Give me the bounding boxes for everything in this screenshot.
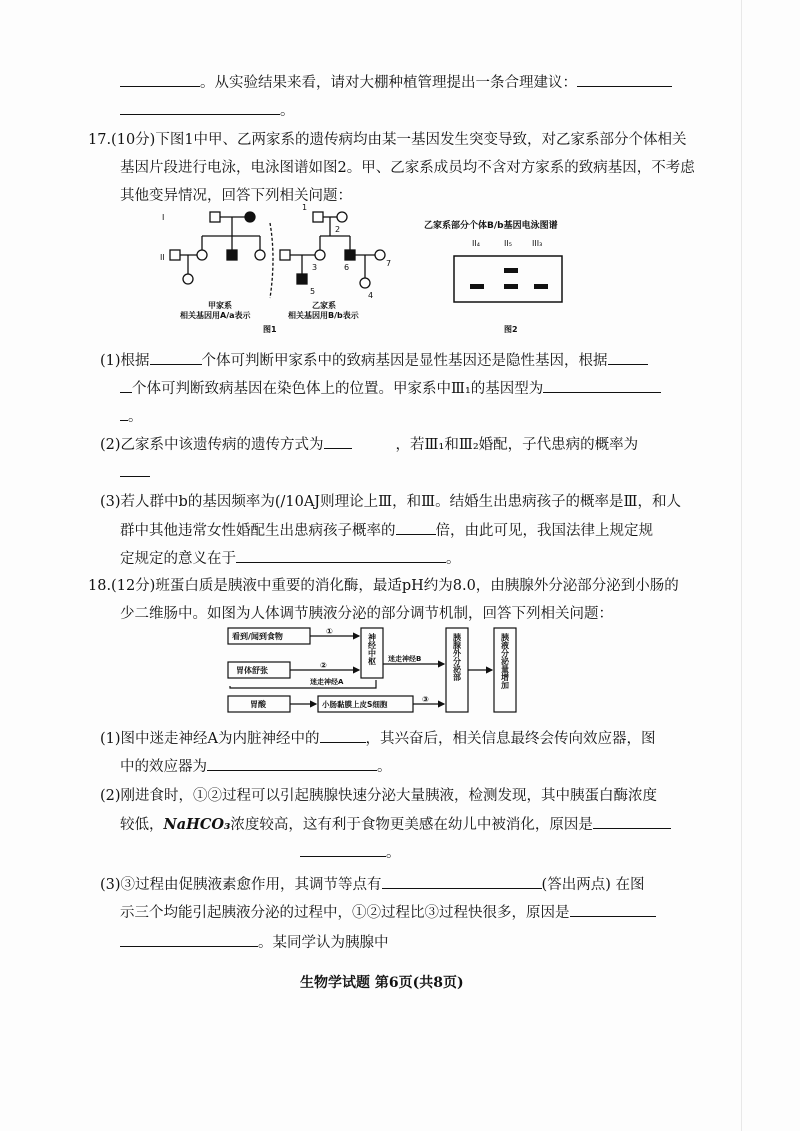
q17-head1: 17.(10分)下图1中甲、乙两家系的遗传病均由某一基因发生突变导致，对乙家系部分个体相关 [88, 132, 687, 148]
diagram-text: 迷走神经A [310, 678, 344, 686]
q18-p1-text: 。 [377, 759, 392, 775]
answer-blank[interactable] [120, 406, 128, 421]
q17-p3-text: 倍，由此可见，我国法律上规定规 [435, 523, 653, 539]
gen-label-1: I [162, 213, 165, 222]
figure2-caption: 图2 [504, 325, 518, 334]
top-line-2 [120, 100, 295, 121]
q17-p3-line3 [120, 548, 461, 569]
pedigree-num: 7 [386, 259, 392, 268]
pedigree-num: 6 [344, 263, 350, 272]
pedigree-male [210, 212, 220, 222]
q18-p2-text: 。 [386, 845, 401, 861]
answer-blank[interactable] [207, 756, 377, 771]
answer-blank[interactable] [236, 548, 446, 563]
lane-label: II₄ [472, 239, 480, 248]
q18-p2-line2 [120, 814, 671, 835]
q17-p1-text: 个体可判断甲家系中的致病基因是显性基因还是隐性基因，根据 [201, 353, 608, 369]
pedigree-num: 2 [335, 225, 341, 234]
pedigree-affected-female [245, 212, 255, 222]
answer-blank[interactable] [577, 72, 672, 87]
answer-blank[interactable] [570, 902, 656, 917]
pedigree-affected-male [345, 250, 355, 260]
top-line-end: 。 [280, 103, 295, 119]
diagram-text: 迷走神经B [388, 655, 422, 663]
jia-gene-label: 相关基因用A/a表示 [180, 311, 251, 320]
q17-p1-line2 [120, 378, 661, 399]
q18-p3-text: 示三个均能引起胰液分泌的过程中，①②过程比③过程快很多，原因是 [120, 905, 570, 921]
answer-blank[interactable] [120, 932, 258, 947]
q18-p3-line3 [120, 932, 389, 953]
pedigree-male [313, 212, 323, 222]
q17-p3-text: 群中其他违常女性婚配生出患病孩子概率的 [120, 523, 396, 539]
pedigree-female [375, 250, 385, 260]
answer-blank[interactable] [150, 350, 202, 365]
q18-p3-text: (3)③过程由促胰液素愈作用，其调节等点有 [100, 877, 382, 893]
diagram-text: 看到/闻到食物 [232, 632, 283, 641]
diagram-text: 胃体舒张 [236, 666, 268, 675]
q18-p3-line2 [120, 902, 656, 923]
answer-blank[interactable] [593, 814, 671, 829]
q18-p1-text: ，其兴奋后，相关信息最终会传向效应器，图 [365, 731, 656, 747]
q17-p3-text: 定规定的意义在于 [120, 551, 236, 567]
q17-p3-line2 [120, 520, 653, 541]
q17-p2-text: ，若Ⅲ₁和Ⅲ₂婚配，子代患病的概率为 [395, 437, 639, 453]
q17-p2-text: (2)乙家系中该遗传病的遗传方式为 [100, 437, 324, 453]
yi-family-label: 乙家系 [312, 301, 336, 310]
q18-p2-line1: (2)刚进食时，①②过程可以引起胰腺快速分泌大量胰液，检测发现，其中胰蛋白酶浓度 [100, 788, 658, 804]
q17-p2-line2 [120, 462, 150, 483]
pedigree-num: 4 [368, 291, 374, 300]
q17-head2: 基因片段进行电泳，电泳图谱如图2。甲、乙家系成员均不含对方家系的致病基因，不考虑 [120, 160, 695, 176]
pedigree-female [315, 250, 325, 260]
answer-blank[interactable] [120, 378, 132, 393]
q17-head3: 其他变异情况，回答下列相关问题： [120, 188, 352, 204]
q18-head1: 18.(12分)班蛋白质是胰液中重要的消化酶，最适pH约为8.0，由胰腺外分泌部分泌到小肠的 [88, 578, 679, 594]
q18-p3-line1 [100, 874, 644, 895]
answer-blank[interactable] [320, 728, 366, 743]
q17-p1-text: (1)根据 [100, 353, 150, 369]
answer-blank[interactable] [120, 72, 200, 87]
jia-family-label: 甲家系 [208, 301, 232, 310]
page-edge [741, 0, 742, 1131]
diagram-text: ③ [422, 695, 429, 704]
diagram-text: ① [326, 627, 333, 636]
diagram-text: ② [320, 661, 327, 670]
answer-blank[interactable] [608, 350, 648, 365]
figure1-caption: 图1 [263, 325, 277, 334]
figure1-pedigree [160, 203, 400, 342]
gel-band [504, 268, 518, 273]
gel-band [534, 284, 548, 289]
lane-label: III₃ [532, 239, 543, 248]
q18-head2: 少二维肠中。如图为人体调节胰液分泌的部分调节机制，回答下列相关问题： [120, 606, 613, 622]
pedigree-affected-male [227, 250, 237, 260]
q17-p1-text: 。 [128, 409, 143, 425]
pedigree-male [280, 250, 290, 260]
gel-frame [454, 256, 562, 302]
diagram-vertical-text: 神经中枢 [367, 633, 377, 665]
lane-label: II₅ [504, 239, 512, 248]
q18-p2-text: 浓度较高，这有利于食物更美感在幼儿中被消化，原因是 [230, 817, 593, 833]
answer-blank[interactable] [543, 378, 661, 393]
chemical-formula: NaHCO₃ [163, 816, 231, 833]
answer-blank[interactable] [120, 462, 150, 477]
figure2-electrophoresis [420, 214, 580, 342]
answer-blank[interactable] [382, 874, 542, 889]
q18-p3-text: (答出两点) 在图 [541, 877, 645, 893]
page-footer: 生物学试题 第6页(共8页) [300, 975, 464, 991]
q17-p3-line1: (3)若人群中b的基因频率为(/10AJ则理论上Ⅲ，和Ⅲ。结婚生出患病孩子的概率是Ⅲ，和人 [100, 494, 682, 510]
pedigree-male [170, 250, 180, 260]
pedigree-num: 5 [310, 287, 316, 296]
q17-p3-text: 。 [446, 551, 461, 567]
pedigree-female [360, 278, 370, 288]
answer-blank[interactable] [300, 842, 386, 857]
q17-p2-line1 [100, 434, 638, 455]
top-line [120, 72, 672, 93]
gel-band [470, 284, 484, 289]
q17-p1-line1 [100, 350, 648, 371]
pedigree-female [183, 274, 193, 284]
yi-gene-label: 相关基因用B/b表示 [288, 311, 359, 320]
pedigree-female [197, 250, 207, 260]
q18-p2-text: 较低， [120, 817, 164, 833]
q17-p1-line3 [120, 406, 143, 427]
pedigree-female [255, 250, 265, 260]
gel-band [504, 284, 518, 289]
q18-p1-text: (1)图中迷走神经A为内脏神经中的 [100, 731, 320, 747]
pedigree-female [337, 212, 347, 222]
pedigree-num: 3 [312, 263, 318, 272]
diagram-text: 小肠黏膜上皮S细胞 [322, 700, 388, 709]
q17-p1-text: 个体可判断致病基因在染色体上的位置。甲家系中Ⅲ₁的基因型为 [132, 381, 544, 397]
answer-blank[interactable] [324, 434, 352, 449]
diagram-text: 胃酸 [250, 700, 266, 709]
q18-p1-line2 [120, 756, 392, 777]
diagram-vertical-text: 胰腺外分泌部 [452, 633, 462, 681]
pancreas-regulation-diagram [226, 624, 556, 728]
pedigree-num: 1 [302, 203, 308, 212]
answer-blank[interactable] [396, 520, 436, 535]
diagram-vertical-text: 胰液分泌量增加 [500, 633, 510, 689]
figure2-title: 乙家系部分个体B/b基因电泳图谱 [424, 221, 558, 231]
answer-blank[interactable] [120, 100, 280, 115]
q18-p2-line3 [120, 842, 401, 863]
gen-label-2: II [160, 253, 165, 262]
top-line-text: 。从实验结果来看，请对大棚种植管理提出一条合理建议： [200, 75, 577, 91]
q18-p1-line1 [100, 728, 656, 749]
q18-p3-text: 。某同学认为胰腺中 [258, 935, 389, 951]
pedigree-affected-male [297, 274, 307, 284]
q18-p1-text: 中的效应器为 [120, 759, 207, 775]
